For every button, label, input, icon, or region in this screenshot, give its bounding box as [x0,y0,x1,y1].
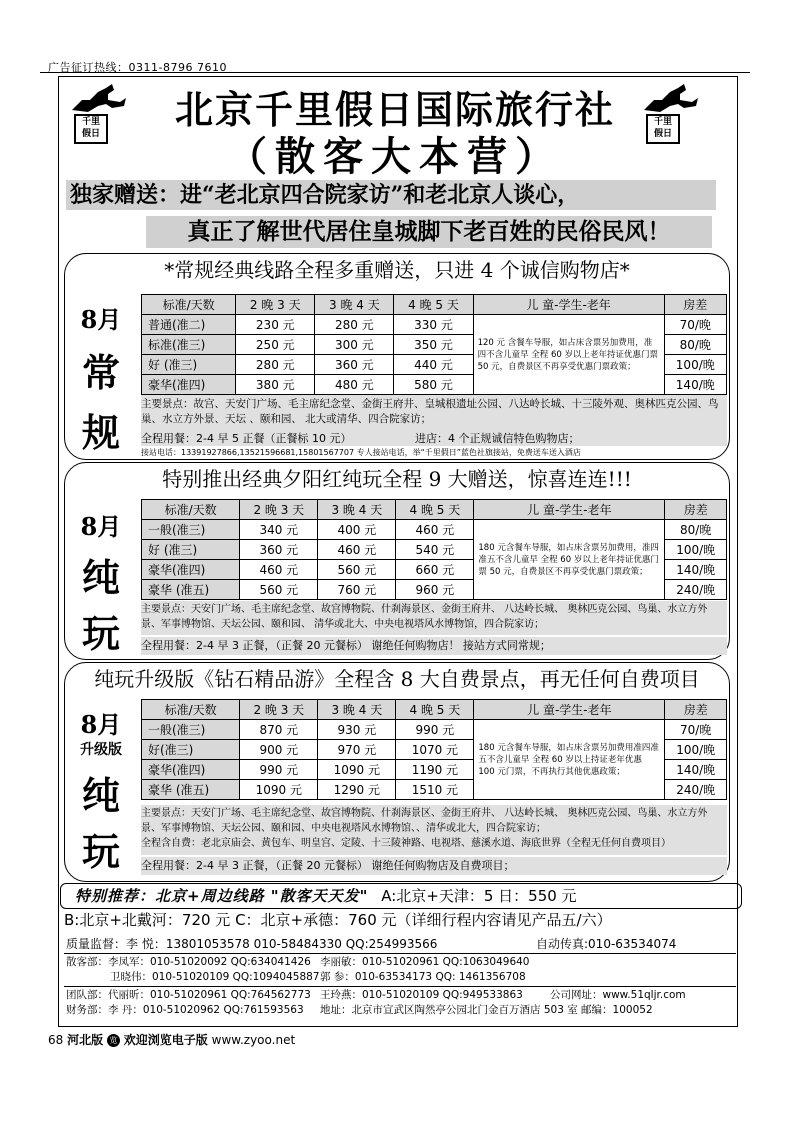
agency-title: 北京千里假日国际旅行社 [174,87,615,132]
col-header: 房差 [665,700,727,720]
contact-row [66,955,530,970]
row-label: 豪华(准四) [142,375,236,395]
price-cell: 460 元 [240,560,318,580]
price-cell: 1290 元 [318,780,396,800]
price-cell: 560 元 [318,560,396,580]
row-label: 好 (准三) [142,540,240,560]
room-diff: 140/晚 [665,760,727,780]
row-label: 好 (准三) [142,355,236,375]
price-cell: 250 元 [236,335,315,355]
col-header: 3 晚 4 天 [318,700,396,720]
price-table [141,499,727,600]
col-header: 2 晚 3 天 [236,295,315,315]
logo-box [74,114,108,144]
logo-text-1: 千里 [81,117,100,127]
contact-divider [64,986,736,987]
table-row [142,315,727,335]
agency-subtitle: （散客大本营） [227,133,563,180]
row-label: 一般(准三) [142,720,240,740]
price-cell: 1090 元 [318,760,396,780]
contact-text: 散客部：李凤军：010-51020092 QQ:634041426 [66,956,311,968]
table-header-row [142,700,727,720]
contact-text: 质量监督：李 悦：13801053578 010-58484330 QQ:254993566 [66,937,438,951]
spots-text: 主要景点：天安门广场、毛主席纪念堂、故宫博物院、什刹海景区、金街王府井、 八达岭长城、 奥林匹克公园、鸟巢、水立方外景、军事博物馆、天坛公园、颐和园、中央电视塔风水博物馆、、清华或北大，四合院家访； [141,808,708,834]
meal-text: 全程用餐：2-4 早 5 正餐（正餐标 10 元） [141,432,352,445]
price-cell: 1510 元 [396,780,474,800]
spots-text: 主要景点：故宫、天安门广场、毛主席纪念堂、金街王府井、皇城根遗址公园、八达岭长城、十三陵外观、奥林匹克公园、鸟巢、水立方外景、天坛 、颐和园、 北大或清华、四合院家访； [141,395,727,433]
row-label: 普通(准二) [142,315,236,335]
footer-text: 欢迎浏览电子版 [123,1033,208,1047]
contact-text: 李丽敏：010-51020961 QQ:1063049640 [320,956,530,968]
meal-bar [141,432,727,446]
room-diff: 100/晚 [665,740,727,760]
price-cell: 660 元 [396,560,474,580]
room-diff: 100/晚 [665,540,727,560]
route-name-2: 玩 [81,611,120,656]
meal-text: 全程用餐：2-4 早 3 正餐，（正餐 20 元餐标） 谢绝任何购物店！ 接站方式同常规； [141,637,727,655]
upgrade-badge: 升级版 [80,742,122,758]
price-cell: 1090 元 [240,780,318,800]
section-regular [64,253,730,460]
price-cell: 350 元 [394,335,473,355]
room-diff: 240/晚 [665,580,727,600]
contact-row [66,937,677,952]
month-label: 8月 [80,512,122,541]
spots-text: 主要景点：天安门广场、毛主席纪念堂、故宫博物院、什刹海景区、金街王府井、 八达岭长城、 奥林匹克公园、鸟巢、水立方外景、军事博物馆、天坛公园、颐和园、 清华或北大、中央电视塔风水博物馆，四合院家访； [141,601,727,635]
price-cell: 380 元 [236,375,315,395]
ad-hotline: 广告征订热线：0311-8796 7610 [48,61,227,74]
logo-box [646,114,680,144]
row-label: 豪华(准四) [142,760,240,780]
price-cell: 580 元 [394,375,473,395]
col-header: 4 晚 5 天 [396,700,474,720]
recommend-bar [60,883,742,909]
page-footer [48,1031,295,1048]
col-header: 3 晚 4 天 [315,295,394,315]
price-cell: 560 元 [240,580,318,600]
logo-text-2: 假日 [653,129,672,139]
col-header: 3 晚 4 天 [318,500,396,520]
child-policy: 180 元含餐车导服，如占床含票另加费用，准四准五不含儿童早 全程 60 岁以上老年持证优惠门票 50 元，自费景区不再享受优惠门票政策； [474,520,665,600]
company-address: 地址：北京市宣武区陶然亭公园北门金百万酒店 503 室 邮编：100052 [320,1004,653,1016]
price-cell: 360 元 [315,355,394,375]
row-label: 豪华 (准五) [142,780,240,800]
section-heading: 特别推出经典夕阳红纯玩全程 9 大赠送，惊喜连连!!! [162,467,632,491]
price-cell: 1190 元 [396,760,474,780]
price-cell: 930 元 [318,720,396,740]
price-cell: 440 元 [394,355,473,375]
child-policy: 120 元 含餐车导服，如占床含票另加费用，准四不含儿童早 全程 60 岁以上老年持证优惠门票 50 元，自费景区不再享受优惠门票政策； [473,315,664,395]
row-label: 豪华 (准五) [142,580,240,600]
col-header: 儿 童-学生-老年 [473,295,664,315]
horse-icon [68,80,128,114]
route-name-2: 玩 [81,829,120,874]
recommend-b: B:北京+北戴河：720 元 C：北京+承德：760 元（详细行程内容请见产品五/六） [64,911,612,929]
contact-row [110,970,526,985]
price-cell: 540 元 [396,540,474,560]
price-cell: 300 元 [315,335,394,355]
room-diff: 80/晚 [664,335,726,355]
page-number: 68 [48,1033,64,1047]
price-cell: 330 元 [394,315,473,335]
price-cell: 280 元 [236,355,315,375]
price-cell: 460 元 [396,520,474,540]
meal-text: 全程用餐：2-4 早 3 正餐，（正餐 20 元餐标） 谢绝任何购物店及自费项目； [141,857,727,875]
room-diff: 70/晚 [664,315,726,335]
contact-text: 团队部：代丽昕：010-51020961 QQ:764562773 [66,989,311,1001]
logo-text-2: 假日 [81,129,100,139]
row-label: 标准(准三) [142,335,236,355]
recommend-a: A:北京+天津：5 日：550 元 [381,887,577,905]
price-cell: 990 元 [396,720,474,740]
route-name-1: 常 [81,350,120,395]
contact-fax: 自动传真:010-63534074 [536,937,677,951]
price-cell: 1070 元 [396,740,474,760]
room-diff: 140/晚 [664,375,726,395]
contact-text: 财务部：李 丹：010-51020962 QQ:761593563 [66,1004,304,1016]
col-header: 2 晚 3 天 [240,700,318,720]
price-cell: 870 元 [240,720,318,740]
top-divider [40,72,750,73]
logo-left [68,80,114,154]
col-header: 儿 童-学生-老年 [474,700,665,720]
price-cell: 230 元 [236,315,315,335]
row-label: 一般(准三) [142,520,240,540]
room-diff: 240/晚 [665,780,727,800]
contact-text: 郭 参：010-63534173 QQ: 1461356708 [320,971,526,983]
route-name-1: 纯 [81,555,120,600]
route-name-2: 规 [81,410,120,455]
col-header: 标准/天数 [142,700,240,720]
table-header-row [142,500,727,520]
browse-icon: 览 [107,1034,120,1047]
col-header: 儿 童-学生-老年 [474,500,665,520]
contact-text: 王玲燕：010-51020109 QQ:949533863 [320,989,523,1001]
col-header: 标准/天数 [142,500,240,520]
room-diff: 80/晚 [665,520,727,540]
section-upgraded [64,662,730,882]
slogan-line-2: 真正了解世代居住皇城脚下老百姓的民俗民风！ [146,216,712,248]
section-heading: 纯玩升级版《钻石精品游》全程含 8 大自费景点，再无任何自费项目 [94,667,700,691]
price-cell: 340 元 [240,520,318,540]
row-label: 豪华(准四) [142,560,240,580]
price-cell: 480 元 [315,375,394,395]
footer-link[interactable]: www.zyoo.net [211,1033,296,1047]
col-header: 2 晚 3 天 [240,500,318,520]
row-label: 好(准三) [142,740,240,760]
price-table [141,294,727,395]
room-diff: 70/晚 [665,720,727,740]
price-cell: 960 元 [396,580,474,600]
contact-text: 接站电话：13391927866,13521596681,15801567707 专人接站电话，举“千里假日”蓝色社旗接站，免费送车送入酒店 [141,448,581,457]
edition-label: 河北版 [67,1033,104,1047]
shop-text: 进店：4 个正规诚信特色购物店； [414,432,580,445]
price-cell: 360 元 [240,540,318,560]
col-header: 标准/天数 [142,295,236,315]
month-label: 8月 [80,305,122,334]
price-cell: 990 元 [240,760,318,780]
section-heading: *常规经典线路全程多重赠送，只进 4 个诚信购物店* [164,258,630,282]
table-header-row [142,295,727,315]
room-diff: 140/晚 [665,560,727,580]
price-cell: 760 元 [318,580,396,600]
room-diff: 100/晚 [664,355,726,375]
col-header: 房差 [665,500,727,520]
col-header: 4 晚 5 天 [394,295,473,315]
company-website: 公司网址：www.51qljr.com [550,989,686,1001]
table-row [142,720,727,740]
logo-text-1: 千里 [653,117,672,127]
col-header: 房差 [664,295,726,315]
price-cell: 900 元 [240,740,318,760]
route-name-1: 纯 [81,773,120,818]
contact-row [66,1003,653,1018]
child-policy: 180 元含餐车导服，如占床含票另加费用准四准五不含儿童早 全程 60 岁以上持证老年优惠 100 元门票，不再执行其他优惠政策； [474,720,665,800]
contact-divider [64,953,736,954]
section-pure-play [64,462,730,660]
table-row [142,520,727,540]
recommend-label: 特别推荐：北京+周边线路 "散客天天发" [75,887,369,905]
spots-bar [141,805,727,855]
contact-row [66,988,686,1003]
price-table [141,699,727,800]
contact-text: 卫晓伟：010-51020109 QQ:1094045887 [110,971,320,983]
col-header: 4 晚 5 天 [396,500,474,520]
price-cell: 460 元 [318,540,396,560]
selfpay-text: 全程含自费：老北京庙会、黄包车、明皇宫、定陵、十三陵神路、电视塔、慈溪水道、海底世界（全程无任何自费项目） [141,838,671,849]
month-label: 8月 [80,710,122,739]
price-cell: 400 元 [318,520,396,540]
price-cell: 970 元 [318,740,396,760]
price-cell: 280 元 [315,315,394,335]
slogan-line-1: 独家赠送：进“老北京四合院家访”和老北京人谈心， [66,180,716,210]
